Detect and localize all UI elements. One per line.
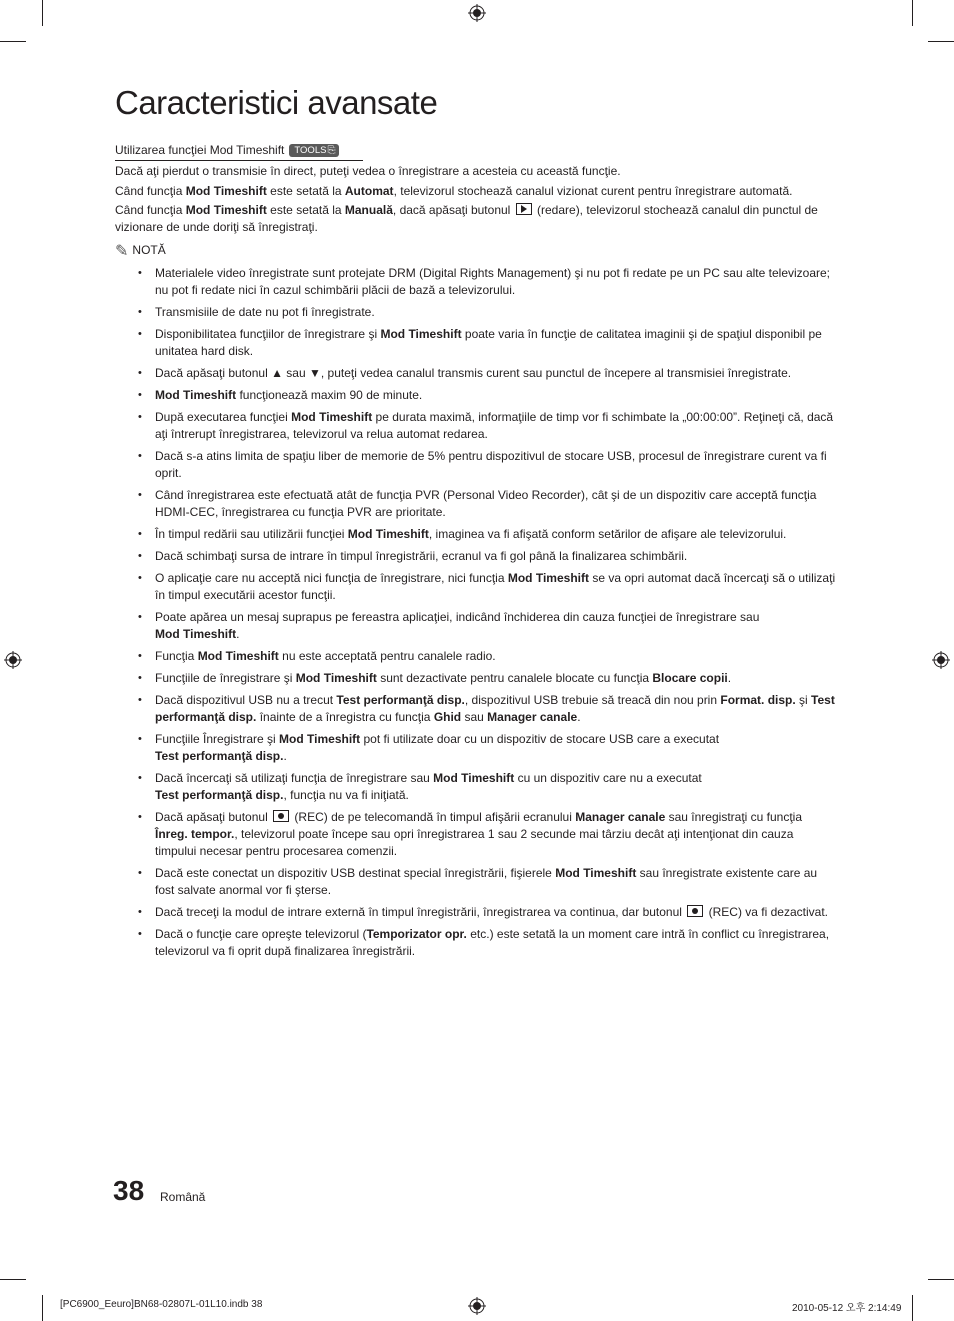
note-list-item: • Mod Timeshift funcţionează maxim 90 de minute. (137, 387, 837, 404)
language-label: Română (160, 1190, 206, 1204)
rec-button-icon (687, 905, 703, 917)
crop-mark (912, 1295, 913, 1321)
bold-term: Test performanţă disp. (155, 788, 284, 802)
note-list-item: • O aplicaţie care nu acceptă nici funcţia de înregistrare, nici funcţia Mod Timeshift se va opri automat dacă încercaţi să o utilizaţi în timpul executării acestor funcţii. (137, 570, 837, 604)
bold-term: Test performanţă disp. (336, 693, 465, 707)
pencil-icon: ✎ (115, 243, 129, 260)
note-list-item: • În timpul redării sau utilizării funcţiei Mod Timeshift, imaginea va fi afişată conform setărilor de afişare ale televizorului. (137, 526, 837, 543)
registration-mark-icon (468, 4, 486, 22)
tools-label: TOOLS (294, 145, 327, 156)
bold-term: Ghid (433, 710, 462, 724)
note-list-item: • Funcţiile de înregistrare şi Mod Timeshift sunt dezactivate pentru canalele blocate cu funcţia Blocare copii. (137, 670, 837, 687)
note-list-item: • După executarea funcţiei Mod Timeshift pe durata maximă, informaţiile de timp vor fi schimbate la „00:00:00”. Reţineţi că, dacă aţi întrerupt înregistrarea, televizorul va relua automat redarea. (137, 409, 837, 443)
rec-button-icon (273, 810, 289, 822)
note-list-item: • Disponibilitatea funcţiilor de înregistrare şi Mod Timeshift poate varia în funcţie de calitatea imaginii şi de spaţiul disponibil pe unitatea hard disk. (137, 326, 837, 360)
bold-term: Test performanţă disp. (155, 693, 835, 724)
bold-term: Mod Timeshift (291, 410, 373, 424)
bold-term: Manager canale (487, 710, 578, 724)
note-list-item: • Funcţia Mod Timeshift nu este acceptată pentru canalele radio. (137, 648, 837, 665)
tools-badge (289, 144, 339, 157)
section-heading (115, 141, 363, 161)
bold-term: Mod Timeshift (433, 771, 515, 785)
note-list (137, 265, 837, 965)
note-list-item: • Dacă apăsaţi butonul ▲ sau ▼, puteţi vedea canalul transmis curent sau punctul de începere al transmisiei înregistrate. (137, 365, 837, 382)
crop-mark (912, 0, 913, 26)
note-list-item: • Dacă o funcţie care opreşte televizorul (Temporizator opr. etc.) este setată la un moment care intră în conflict cu înregistrarea, televizorul va fi oprit după finalizarea înregistrării. (137, 926, 837, 960)
crop-mark (42, 0, 43, 26)
note-list-item: • Dacă schimbaţi sursa de intrare în timpul înregistrării, ecranul va fi gol până la finalizarea schimbării. (137, 548, 837, 565)
note-label: NOTĂ (132, 243, 166, 257)
bold-term: Mod Timeshift (347, 527, 429, 541)
intro-paragraph-3: Când funcţia Mod Timeshift este setată la Manuală, dacă apăsaţi butonul (redare), televizorul stochează canalul din punctul de vizionare de unde doriţi să înregistraţi. (115, 203, 818, 234)
bold-term: Mod Timeshift (555, 866, 637, 880)
crop-mark (928, 41, 954, 42)
bold-term: Mod Timeshift (155, 627, 237, 641)
footer-timestamp: 2010-05-12 오후 2:14:49 (792, 1303, 902, 1314)
tools-icon: ⎘ (327, 145, 336, 156)
bold-term: Temporizator opr. (366, 927, 467, 941)
bold-term: Blocare copii (652, 671, 728, 685)
bold-term: Mod Timeshift (507, 571, 589, 585)
note-list-item: • Poate apărea un mesaj suprapus pe fereastra aplicaţiei, indicând închiderea din cauza funcţiei de înregistrare sau Mod Timeshift. (137, 609, 837, 643)
note-list-item: • Dacă dispozitivul USB nu a trecut Test performanţă disp., dispozitivul USB trebuie să treacă din nou prin Format. disp. şi Test performanţă disp. înainte de a înregistra cu funcţia Ghid sau Manager canale. (137, 692, 837, 726)
bold-term: Format. disp. (720, 693, 796, 707)
page-number: 38 (113, 1175, 145, 1206)
note-list-item: • Materialele video înregistrate sunt protejate DRM (Digital Rights Management) şi nu pot fi redate pe un PC sau alte televizoare; nu pot fi redate nici în cazul schimbării plăcii de bază a televizorului. (137, 265, 837, 299)
bold-term: Înreg. tempor. (155, 827, 235, 841)
bold-term: Mod Timeshift (185, 184, 267, 198)
bold-term: Mod Timeshift (380, 327, 462, 341)
registration-mark-icon (932, 651, 950, 669)
note-list-item: • Dacă apăsaţi butonul (REC) de pe telecomandă în timpul afişării ecranului Manager canale sau înregistraţi cu funcţia Înreg. tempor., televizorul poate începe sau opri înregistrarea 1 sau 2 secunde mai târziu decât aţi intenţionat din cauza timpului necesar pentru procesarea comenzii. (137, 809, 837, 860)
bold-term: Test performanţă disp. (155, 749, 284, 763)
intro-paragraph-2: Când funcţia Mod Timeshift este setată la Automat, televizorul stochează canalul vizionat curent pentru înregistrare automată. (115, 184, 793, 198)
bold-term: Manuală (344, 203, 393, 217)
section-title-text: Utilizarea funcţiei Mod Timeshift (115, 143, 285, 157)
bold-term: Manager canale (575, 810, 666, 824)
bold-term: Mod Timeshift (197, 649, 279, 663)
registration-mark-icon (468, 1297, 486, 1315)
bold-term: Mod Timeshift (185, 203, 267, 217)
note-list-item: • Funcţiile Înregistrare şi Mod Timeshift pot fi utilizate doar cu un dispozitiv de stocare USB care a executat Test performanţă disp.. (137, 731, 837, 765)
note-list-item: • Dacă s-a atins limita de spaţiu liber de memorie de 5% pentru dispozitivul de stocare USB, procesul de înregistrare curent va fi oprit. (137, 448, 837, 482)
page-title: Caracteristici avansate (115, 84, 438, 121)
note-list-item: • Dacă treceţi la modul de intrare externă în timpul înregistrării, înregistrarea va continua, dar butonul (REC) va fi dezactivat. (137, 904, 837, 921)
crop-mark (0, 1279, 26, 1280)
crop-mark (42, 1295, 43, 1321)
intro-paragraph-1: Dacă aţi pierdut o transmisie în direct, puteţi vedea o înregistrare a acesteia cu această funcţie. (115, 164, 621, 178)
bold-term: Mod Timeshift (295, 671, 377, 685)
bold-term: Mod Timeshift (155, 388, 237, 402)
note-list-item: • Când înregistrarea este efectuată atât de funcţia PVR (Personal Video Recorder), cât şi de un dispozitiv care acceptă funcţia HDMI-CEC, înregistrarea cu funcţia PVR are prioritate. (137, 487, 837, 521)
bold-term: Mod Timeshift (279, 732, 361, 746)
play-button-icon (516, 203, 532, 215)
crop-mark (0, 41, 26, 42)
crop-mark (928, 1279, 954, 1280)
note-list-item: • Dacă este conectat un dispozitiv USB destinat special înregistrării, fişierele Mod Timeshift sau înregistrate existente care au fost salvate anormal vor fi şterse. (137, 865, 837, 899)
note-list-item: • Transmisiile de date nu pot fi înregistrate. (137, 304, 837, 321)
note-heading (115, 242, 166, 260)
bold-term: Automat (344, 184, 394, 198)
footer-file-info: [PC6900_Eeuro]BN68-02807L-01L10.indb 38 (60, 1299, 263, 1310)
note-list-item: • Dacă încercaţi să utilizaţi funcţia de înregistrare sau Mod Timeshift cu un dispozitiv care nu a executat Test performanţă disp., funcţia nu va fi iniţiată. (137, 770, 837, 804)
registration-mark-icon (4, 651, 22, 669)
